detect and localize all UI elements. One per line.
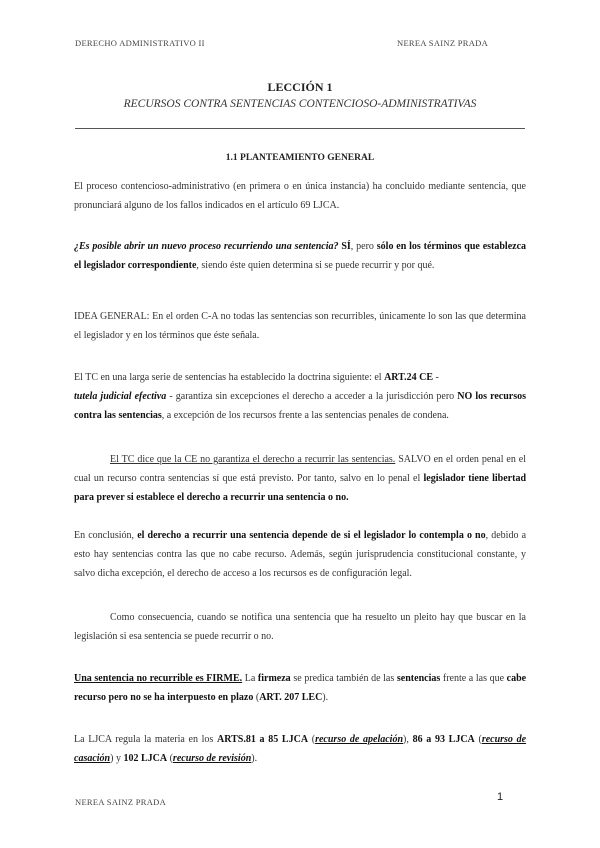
paragraph-consequence: Como consecuencia, cuando se notifica una sentencia que ha resuelto un pleito hay que buscar en la legislación si esa sentencia se puede recurrir o no. xyxy=(74,612,526,642)
art24-ref: ART.24 CE xyxy=(384,372,433,383)
page-header-left: DERECHO ADMINISTRATIVO II xyxy=(75,38,205,48)
recurso-casacion: recurso de casación xyxy=(74,734,527,764)
firme-statement: Una sentencia no recurrible es FIRME. xyxy=(74,673,243,684)
paragraph-firmeza: Una sentencia no recurrible es FIRME. La firmeza se predica también de las sentencias frente a las que cabe recurso pero no se ha interpuesto en plazo (ART. 207 LEC). xyxy=(74,673,527,703)
tutela-term: tutela judicial efectiva xyxy=(74,391,167,402)
page-header-right: NEREA SAINZ PRADA xyxy=(397,38,489,48)
paragraph-conclusion: En conclusión, el derecho a recurrir una sentencia depende de si el legislador lo contempla o no, debido a esto hay sentencias contra las que no cabe recurso. Además, según jurisprudencia constitucional constante, y salvo dicha excepción, el derecho de acceso a los recursos es de configuración legal. xyxy=(74,530,527,579)
recurso-apelacion: recurso de apelación xyxy=(315,734,404,745)
legislator-freedom: legislador tiene libertad para prever si establece el derecho a recurrir una sentencia o no. xyxy=(74,473,526,503)
paragraph-tc-doctrine: El TC en una larga serie de sentencias ha establecido la doctrina siguiente: el ART.24 CE - tutela judicial efectiva - garantiza sin excepciones el derecho a acceder a la jurisdicción pero NO los recursos contra las sentencias, a excepción de los recursos frente a las sentencias penales de condena. xyxy=(74,372,527,421)
paragraph-general-idea: IDEA GENERAL: En el orden C-A no todas las sentencias son recurribles, únicamente lo son las que determina el legislador y en los términos que éste señala. xyxy=(74,311,526,341)
lesson-subtitle: RECURSOS CONTRA SENTENCIAS CONTENCIOSO-ADMINISTRATIVAS xyxy=(123,98,477,110)
paragraph-tc-says: El TC dice que la CE no garantiza el derecho a recurrir las sentencias. SALVO en el orden penal en el cual un recurso contra sentencias sí que está previsto. Por tanto, salvo en lo penal el legislador tiene libertad para prever si establece el derecho a recurrir una sentencia o no. xyxy=(74,454,526,503)
art207-ref: ART. 207 LEC xyxy=(259,692,323,703)
section-heading: 1.1 PLANTEAMIENTO GENERAL xyxy=(225,153,375,163)
page-footer-author: NEREA SAINZ PRADA xyxy=(75,797,167,807)
legislator-terms: sólo en los términos que establezca el legislador correspondiente xyxy=(74,241,527,271)
recurso-revision: recurso de revisión xyxy=(172,753,252,764)
tc-underlined-statement: El TC dice que la CE no garantiza el derecho a recurrir las sentencias. xyxy=(110,454,396,465)
paragraph-ljca: La LJCA regula la materia en los ARTS.81 a 85 LJCA (recurso de apelación), 86 a 93 LJCA (recurso de casación) y 102 LJCA (recurso de revisión). xyxy=(74,734,527,764)
question-text: ¿Es posible abrir un nuevo proceso recurriendo una sentencia? xyxy=(74,241,339,252)
title-divider xyxy=(75,128,525,129)
paragraph-question: ¿Es posible abrir un nuevo proceso recurriendo una sentencia? SÍ, pero sólo en los términos que establezca el legislador correspondiente, siendo éste quien determina si se puede recurrir y por qué. xyxy=(74,241,527,271)
no-recursos-phrase: NO los recursos contra las sentencias xyxy=(74,391,527,421)
conclusion-bold: el derecho a recurrir una sentencia depende de si el legislador lo contempla o no xyxy=(137,530,486,541)
lesson-title: LECCIÓN 1 xyxy=(267,80,333,94)
answer-si: SÍ xyxy=(341,241,351,252)
paragraph-intro: El proceso contencioso-administrativo (en primera o en única instancia) ha concluido mediante sentencia, que pronunciará alguno de los fallos indicados en el artículo 69 LJCA. xyxy=(74,181,526,211)
page-number: 1 xyxy=(497,791,504,803)
